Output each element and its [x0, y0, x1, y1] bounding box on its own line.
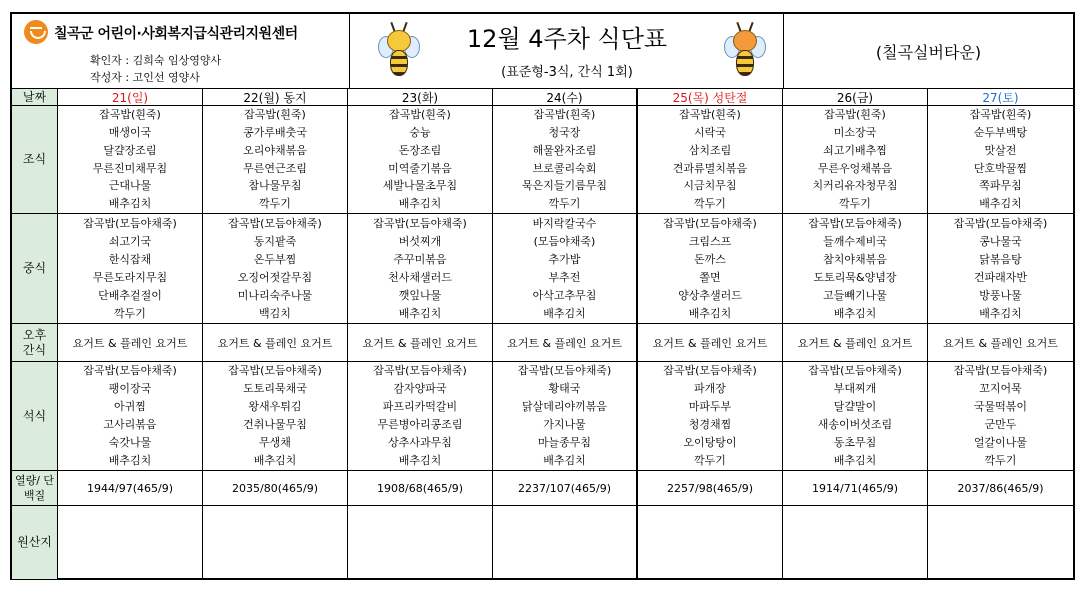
menu-item: 잡곡밥(모듬야채죽)	[953, 364, 1048, 377]
menu-item: 청경채찜	[688, 418, 732, 431]
menu-item: 쇠고기배추찜	[823, 143, 887, 157]
menu-item: 단배추겉절이	[98, 288, 162, 302]
menu-item: 배추김치	[398, 197, 442, 211]
menu-item: 크림스프	[688, 234, 732, 248]
menu-item: 바지락칼국수	[532, 216, 597, 230]
dinner-row	[12, 362, 1073, 471]
menu-item: 콩나물국	[979, 234, 1022, 248]
menu-item: 얼갈이나물	[973, 436, 1028, 449]
dinner-cell	[638, 362, 783, 470]
origin-cell	[203, 506, 348, 579]
origin-cell	[58, 506, 203, 579]
menu-item: 세발나물초무침	[382, 179, 458, 193]
menu-item: 왕새우튀김	[248, 400, 302, 413]
dinner-cell	[203, 362, 348, 470]
menu-item: 숙갓나물	[108, 436, 152, 449]
menu-item: 군만두	[984, 418, 1017, 431]
meal-table	[12, 89, 1073, 579]
menu-item: 매생이국	[108, 125, 152, 139]
menu-item: 잡곡밥(모듬야채죽)	[83, 216, 177, 230]
meal-plan-sheet	[10, 12, 1075, 580]
menu-item: 배추김치	[688, 306, 732, 320]
menu-item: 꼬지어묵	[979, 382, 1022, 395]
lunch-cell	[493, 214, 638, 323]
menu-item: 오이탕탕이	[683, 436, 737, 449]
menu-item: 잡곡밥(모듬야채죽)	[228, 364, 322, 377]
menu-item: 닭살데리야끼볶음	[521, 400, 607, 413]
sheet-header	[12, 14, 1073, 89]
menu-item: 참나물무침	[248, 179, 302, 193]
dinner-cell	[928, 362, 1073, 470]
menu-item: 닭볶음탕	[979, 252, 1022, 266]
menu-item: 고들빼기나물	[823, 288, 887, 302]
menu-item: 국물떡볶이	[973, 400, 1028, 413]
menu-item: 시금치무침	[683, 179, 737, 193]
origin-cell	[348, 506, 493, 579]
menu-item: 온두부찜	[253, 252, 297, 266]
menu-item: 건파래자반	[973, 270, 1028, 284]
menu-item: 천사채샐러드	[388, 270, 452, 284]
menu-item: 달걀장조림	[103, 143, 157, 157]
menu-item: 깍두기	[694, 197, 726, 211]
dinner-cell	[58, 362, 203, 470]
menu-item: 배추김치	[253, 454, 297, 467]
dinner-cell	[783, 362, 928, 470]
menu-item: 돈장조림	[398, 143, 442, 157]
menu-item: 잡곡밥(흰죽)	[969, 108, 1032, 122]
menu-item: 무생채	[259, 436, 291, 449]
page-subtitle: (표준형-3식, 간식 1회)	[501, 65, 633, 80]
menu-item: 삼치조림	[688, 143, 732, 157]
menu-item: 무른연근조림	[243, 161, 307, 175]
title-block	[350, 14, 784, 89]
menu-item: 잡곡밥(모듬야채죽)	[808, 216, 902, 230]
menu-item: 도토리묵채국	[243, 382, 307, 395]
menu-item: 동초무침	[833, 436, 877, 449]
origin-cell	[493, 506, 638, 579]
breakfast-cell	[493, 106, 638, 213]
origin-cell	[638, 506, 783, 579]
menu-item: 한식잡채	[108, 252, 152, 266]
breakfast-cell	[928, 106, 1073, 213]
menu-item: 부대찌개	[833, 382, 877, 395]
menu-item: 파프리카떡갈비	[382, 400, 458, 413]
menu-item: 방풍나물	[979, 288, 1022, 302]
menu-item: 잡곡밥(흰죽)	[533, 108, 596, 122]
date-row	[12, 89, 1073, 106]
menu-item: 잡곡밥(흰죽)	[244, 108, 306, 122]
menu-item: 마파두부	[688, 400, 732, 413]
facility-name: (칠곡실버타운)	[875, 43, 982, 62]
day-header: 24(수)	[493, 89, 638, 105]
menu-item: 배추김치	[108, 454, 152, 467]
menu-item: 근대나물	[108, 179, 152, 193]
nutrition-cell: 2035/80(465/9)	[203, 471, 348, 505]
snack-cell: 요거트 & 플레인 요거트	[493, 324, 638, 361]
breakfast-cell	[783, 106, 928, 213]
menu-item: 미역줄기볶음	[388, 161, 452, 175]
menu-item: 쪽파무침	[979, 179, 1022, 193]
menu-item: 건취나물무침	[243, 418, 307, 431]
menu-item: 묵은지들기름무침	[521, 179, 607, 193]
breakfast-cell	[638, 106, 783, 213]
day-header: 25(목) 성탄절	[638, 89, 783, 105]
lunch-row	[12, 214, 1073, 324]
row-label-date: 날짜	[12, 89, 58, 105]
nutrition-cell: 2237/107(465/9)	[493, 471, 638, 505]
menu-item: 배추김치	[398, 306, 442, 320]
menu-item: 미나리숙주나물	[237, 288, 313, 302]
menu-item: 깍두기	[114, 306, 146, 320]
menu-item: 무른도라지무침	[92, 270, 168, 284]
menu-item: 잡곡밥(흰죽)	[679, 108, 741, 122]
menu-item: 치커리유자청무침	[812, 179, 898, 193]
menu-item: 잡곡밥(모듬야채죽)	[228, 216, 322, 230]
menu-item: 무른병아리콩조림	[377, 418, 463, 431]
menu-item: 무른우엉채볶음	[817, 161, 893, 175]
menu-item: 무른진미채무침	[92, 161, 168, 175]
menu-item: 깻잎나물	[398, 288, 442, 302]
row-label-lunch: 중식	[12, 214, 58, 323]
menu-item: 아삭고추무침	[532, 288, 597, 302]
menu-item: 버섯찌개	[398, 234, 442, 248]
menu-item: 잡곡밥(모듬야채죽)	[373, 216, 467, 230]
day-header: 23(화)	[348, 89, 493, 105]
lunch-cell	[928, 214, 1073, 323]
origin-cell	[783, 506, 928, 579]
lunch-cell	[58, 214, 203, 323]
menu-item: 잡곡밥(모듬야채죽)	[808, 364, 902, 377]
menu-item: 상추사과무침	[388, 436, 452, 449]
menu-item: 단호박꿀찜	[973, 161, 1028, 175]
nutrition-cell: 2257/98(465/9)	[638, 471, 783, 505]
menu-item: 잡곡밥(흰죽)	[99, 108, 161, 122]
menu-item: 배추김치	[108, 197, 152, 211]
menu-item: 오징어젓갈무침	[237, 270, 313, 284]
row-label-breakfast: 조식	[12, 106, 58, 213]
menu-item: 백김치	[259, 306, 291, 320]
lunch-cell	[638, 214, 783, 323]
menu-item: 추가밥	[548, 252, 581, 266]
row-label-nutrition: 열량/ 단백질	[12, 471, 58, 505]
snack-cell: 요거트 & 플레인 요거트	[783, 324, 928, 361]
menu-item: 잡곡밥(모듬야채죽)	[663, 364, 757, 377]
menu-item: 깍두기	[259, 197, 291, 211]
snack-cell: 요거트 & 플레인 요거트	[58, 324, 203, 361]
menu-item: 잡곡밥(모듬야채죽)	[83, 364, 177, 377]
origin-row	[12, 506, 1073, 579]
menu-item: 시락국	[694, 125, 726, 139]
center-info	[12, 14, 350, 89]
menu-item: 아귀찜	[114, 400, 146, 413]
menu-item: 청국장	[548, 125, 581, 139]
menu-item: 양상추샐러드	[678, 288, 742, 302]
breakfast-cell	[58, 106, 203, 213]
menu-item: 맛살전	[984, 143, 1017, 157]
menu-item: (모듬야채죽)	[533, 234, 596, 248]
dinner-cell	[493, 362, 638, 470]
menu-item: 배추김치	[979, 197, 1022, 211]
day-header: 21(일)	[58, 89, 203, 105]
menu-item: 미소장국	[833, 125, 877, 139]
menu-item: 파개장	[694, 382, 726, 395]
menu-item: 배추김치	[398, 454, 442, 467]
menu-item: 동지팥죽	[253, 234, 297, 248]
breakfast-cell	[348, 106, 493, 213]
menu-item: 부추전	[548, 270, 581, 284]
menu-item: 주꾸미볶음	[393, 252, 447, 266]
menu-item: 도토리묵&양념장	[813, 270, 897, 284]
menu-item: 순두부백탕	[973, 125, 1028, 139]
dinner-cell	[348, 362, 493, 470]
menu-item: 잡곡밥(모듬야채죽)	[663, 216, 757, 230]
menu-item: 달걀말이	[833, 400, 877, 413]
menu-item: 잡곡밥(모듬야채죽)	[373, 364, 467, 377]
snack-cell: 요거트 & 플레인 요거트	[638, 324, 783, 361]
checker-line: 확인자 : 김희숙 임상영양사	[90, 54, 222, 67]
menu-item: 깍두기	[984, 454, 1017, 467]
menu-item: 황태국	[548, 382, 581, 395]
nutrition-cell: 1944/97(465/9)	[58, 471, 203, 505]
row-label-snack: 오후 간식	[12, 324, 58, 361]
snack-row	[12, 324, 1073, 362]
menu-item: 해물완자조림	[532, 143, 597, 157]
menu-item: 들깨수제비국	[823, 234, 887, 248]
menu-item: 배추김치	[833, 306, 877, 320]
writer-line: 작성자 : 고인선 영양사	[90, 71, 200, 84]
menu-item: 쫄면	[699, 270, 721, 284]
menu-item: 견과류멸치볶음	[672, 161, 748, 175]
menu-item: 깍두기	[694, 454, 726, 467]
snack-cell: 요거트 & 플레인 요거트	[348, 324, 493, 361]
menu-item: 잡곡밥(흰죽)	[389, 108, 451, 122]
menu-item: 잡곡밥(모듬야채죽)	[953, 216, 1048, 230]
menu-item: 깍두기	[839, 197, 871, 211]
lunch-cell	[783, 214, 928, 323]
day-header: 26(금)	[783, 89, 928, 105]
menu-item: 고사리볶음	[103, 418, 157, 431]
menu-item: 돈까스	[694, 252, 726, 266]
breakfast-row	[12, 106, 1073, 214]
smile-logo-icon	[24, 20, 48, 44]
menu-item: 콩가루배춧국	[243, 125, 307, 139]
menu-item: 배추김치	[979, 306, 1022, 320]
menu-item: 새송이버섯조림	[817, 418, 893, 431]
menu-item: 배추김치	[543, 454, 586, 467]
menu-item: 브로콜리숙회	[532, 161, 597, 175]
row-label-dinner: 석식	[12, 362, 58, 470]
day-header: 22(월) 동지	[203, 89, 348, 105]
nutrition-cell: 1908/68(465/9)	[348, 471, 493, 505]
menu-item: 가지나물	[543, 418, 586, 431]
snack-cell: 요거트 & 플레인 요거트	[943, 336, 1058, 350]
center-name: 칠곡군 어린이·사회복지급식관리지원센터	[54, 26, 298, 42]
breakfast-cell	[203, 106, 348, 213]
menu-item: 쇠고기국	[108, 234, 152, 248]
origin-cell	[928, 506, 1073, 579]
lunch-cell	[348, 214, 493, 323]
menu-item: 감자양파국	[393, 382, 447, 395]
menu-item: 마늘종무침	[537, 436, 592, 449]
page-title: 12월 4주차 식단표	[466, 25, 668, 53]
menu-item: 참치야채볶음	[823, 252, 887, 266]
menu-item: 팽이장국	[108, 382, 152, 395]
menu-item: 오리야채볶음	[243, 143, 307, 157]
nutrition-cell: 1914/71(465/9)	[783, 471, 928, 505]
nutrition-cell: 2037/86(465/9)	[957, 481, 1044, 495]
snack-cell: 요거트 & 플레인 요거트	[203, 324, 348, 361]
day-header: 27(토)	[982, 90, 1019, 105]
menu-item: 배추김치	[833, 454, 877, 467]
menu-item: 깍두기	[548, 197, 581, 211]
nutrition-row	[12, 471, 1073, 506]
menu-item: 잡곡밥(흰죽)	[824, 108, 886, 122]
row-label-origin: 원산지	[12, 506, 58, 579]
menu-item: 잡곡밥(모듬야채죽)	[517, 364, 612, 377]
menu-item: 배추김치	[543, 306, 586, 320]
menu-item: 숭늉	[409, 125, 431, 139]
lunch-cell	[203, 214, 348, 323]
